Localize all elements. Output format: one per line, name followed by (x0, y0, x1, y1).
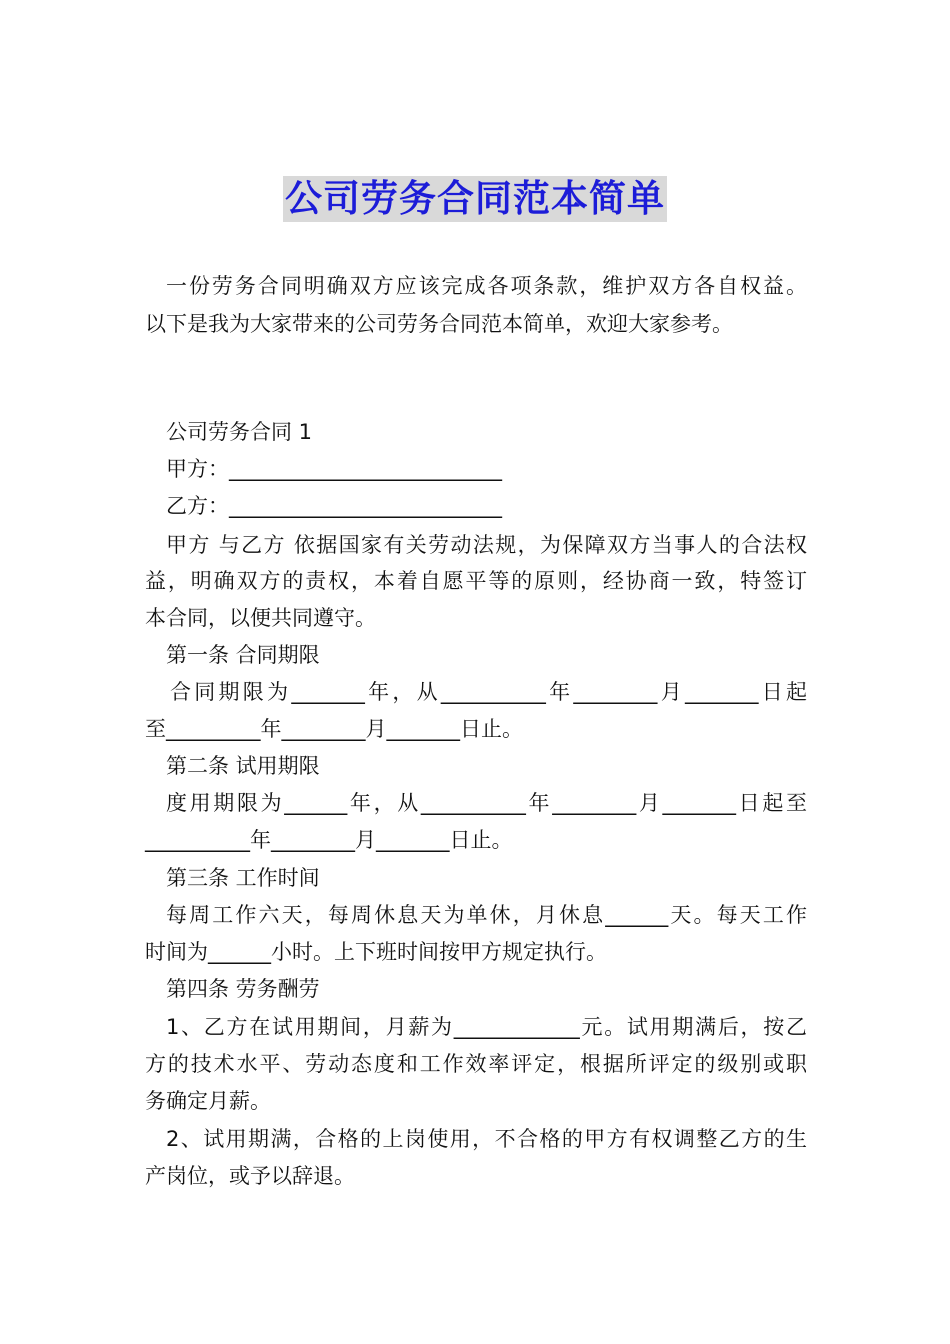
article-4-p2-line-1: 2、试用期满，合格的上岗使用，不合格的甲方有权调整乙方的生 (166, 1127, 807, 1151)
article-3-line-2: 时间为______小时。上下班时间按甲方规定执行。 (145, 940, 607, 964)
preamble-line-1: 甲方 与乙方 依据国家有关劳动法规，为保障双方当事人的合法权 (166, 533, 807, 557)
article-4-p1-line-1: 1、乙方在试用期间，月薪为____________元。试用期满后，按乙 (166, 1015, 807, 1039)
article-4-p1-line-2: 方的技术水平、劳动态度和工作效率评定，根据所评定的级别或职 (145, 1052, 807, 1076)
party-b-field: 乙方：__________________________ (166, 494, 502, 518)
article-2-title: 第二条 试用期限 (166, 754, 320, 778)
preamble-line-2: 益，明确双方的责权，本着自愿平等的原则，经协商一致，特签订 (145, 569, 807, 593)
article-2-line-2: __________年________月_______日止。 (145, 828, 513, 852)
contract-heading: 公司劳务合同 1 (166, 420, 313, 444)
article-3-title: 第三条 工作时间 (166, 866, 320, 890)
article-4-p1-line-3: 务确定月薪。 (145, 1089, 271, 1113)
party-a-field: 甲方：__________________________ (166, 457, 502, 481)
article-3-line-1: 每周工作六天，每周休息天为单休，月休息______天。每天工作 (166, 903, 807, 927)
document-title: 公司劳务合同范本简单 (285, 177, 665, 220)
article-4-p2-line-2: 产岗位，或予以辞退。 (145, 1164, 355, 1188)
article-2-line-1: 度用期限为______年，从__________年________月_______日起至 (166, 791, 807, 815)
article-4-title: 第四条 劳务酬劳 (166, 977, 320, 1001)
preamble-line-3: 本合同，以便共同遵守。 (145, 606, 376, 630)
article-1-line-1: 合同期限为_______年，从__________年________月_______日起 (170, 680, 807, 704)
article-1-title: 第一条 合同期限 (166, 643, 320, 667)
article-1-line-2: 至_________年________月_______日止。 (145, 717, 523, 741)
intro-line-1: 一份劳务合同明确双方应该完成各项条款，维护双方各自权益。 (166, 274, 807, 298)
title-container (0, 176, 950, 222)
intro-line-2: 以下是我为大家带来的公司劳务合同范本简单，欢迎大家参考。 (145, 312, 733, 336)
